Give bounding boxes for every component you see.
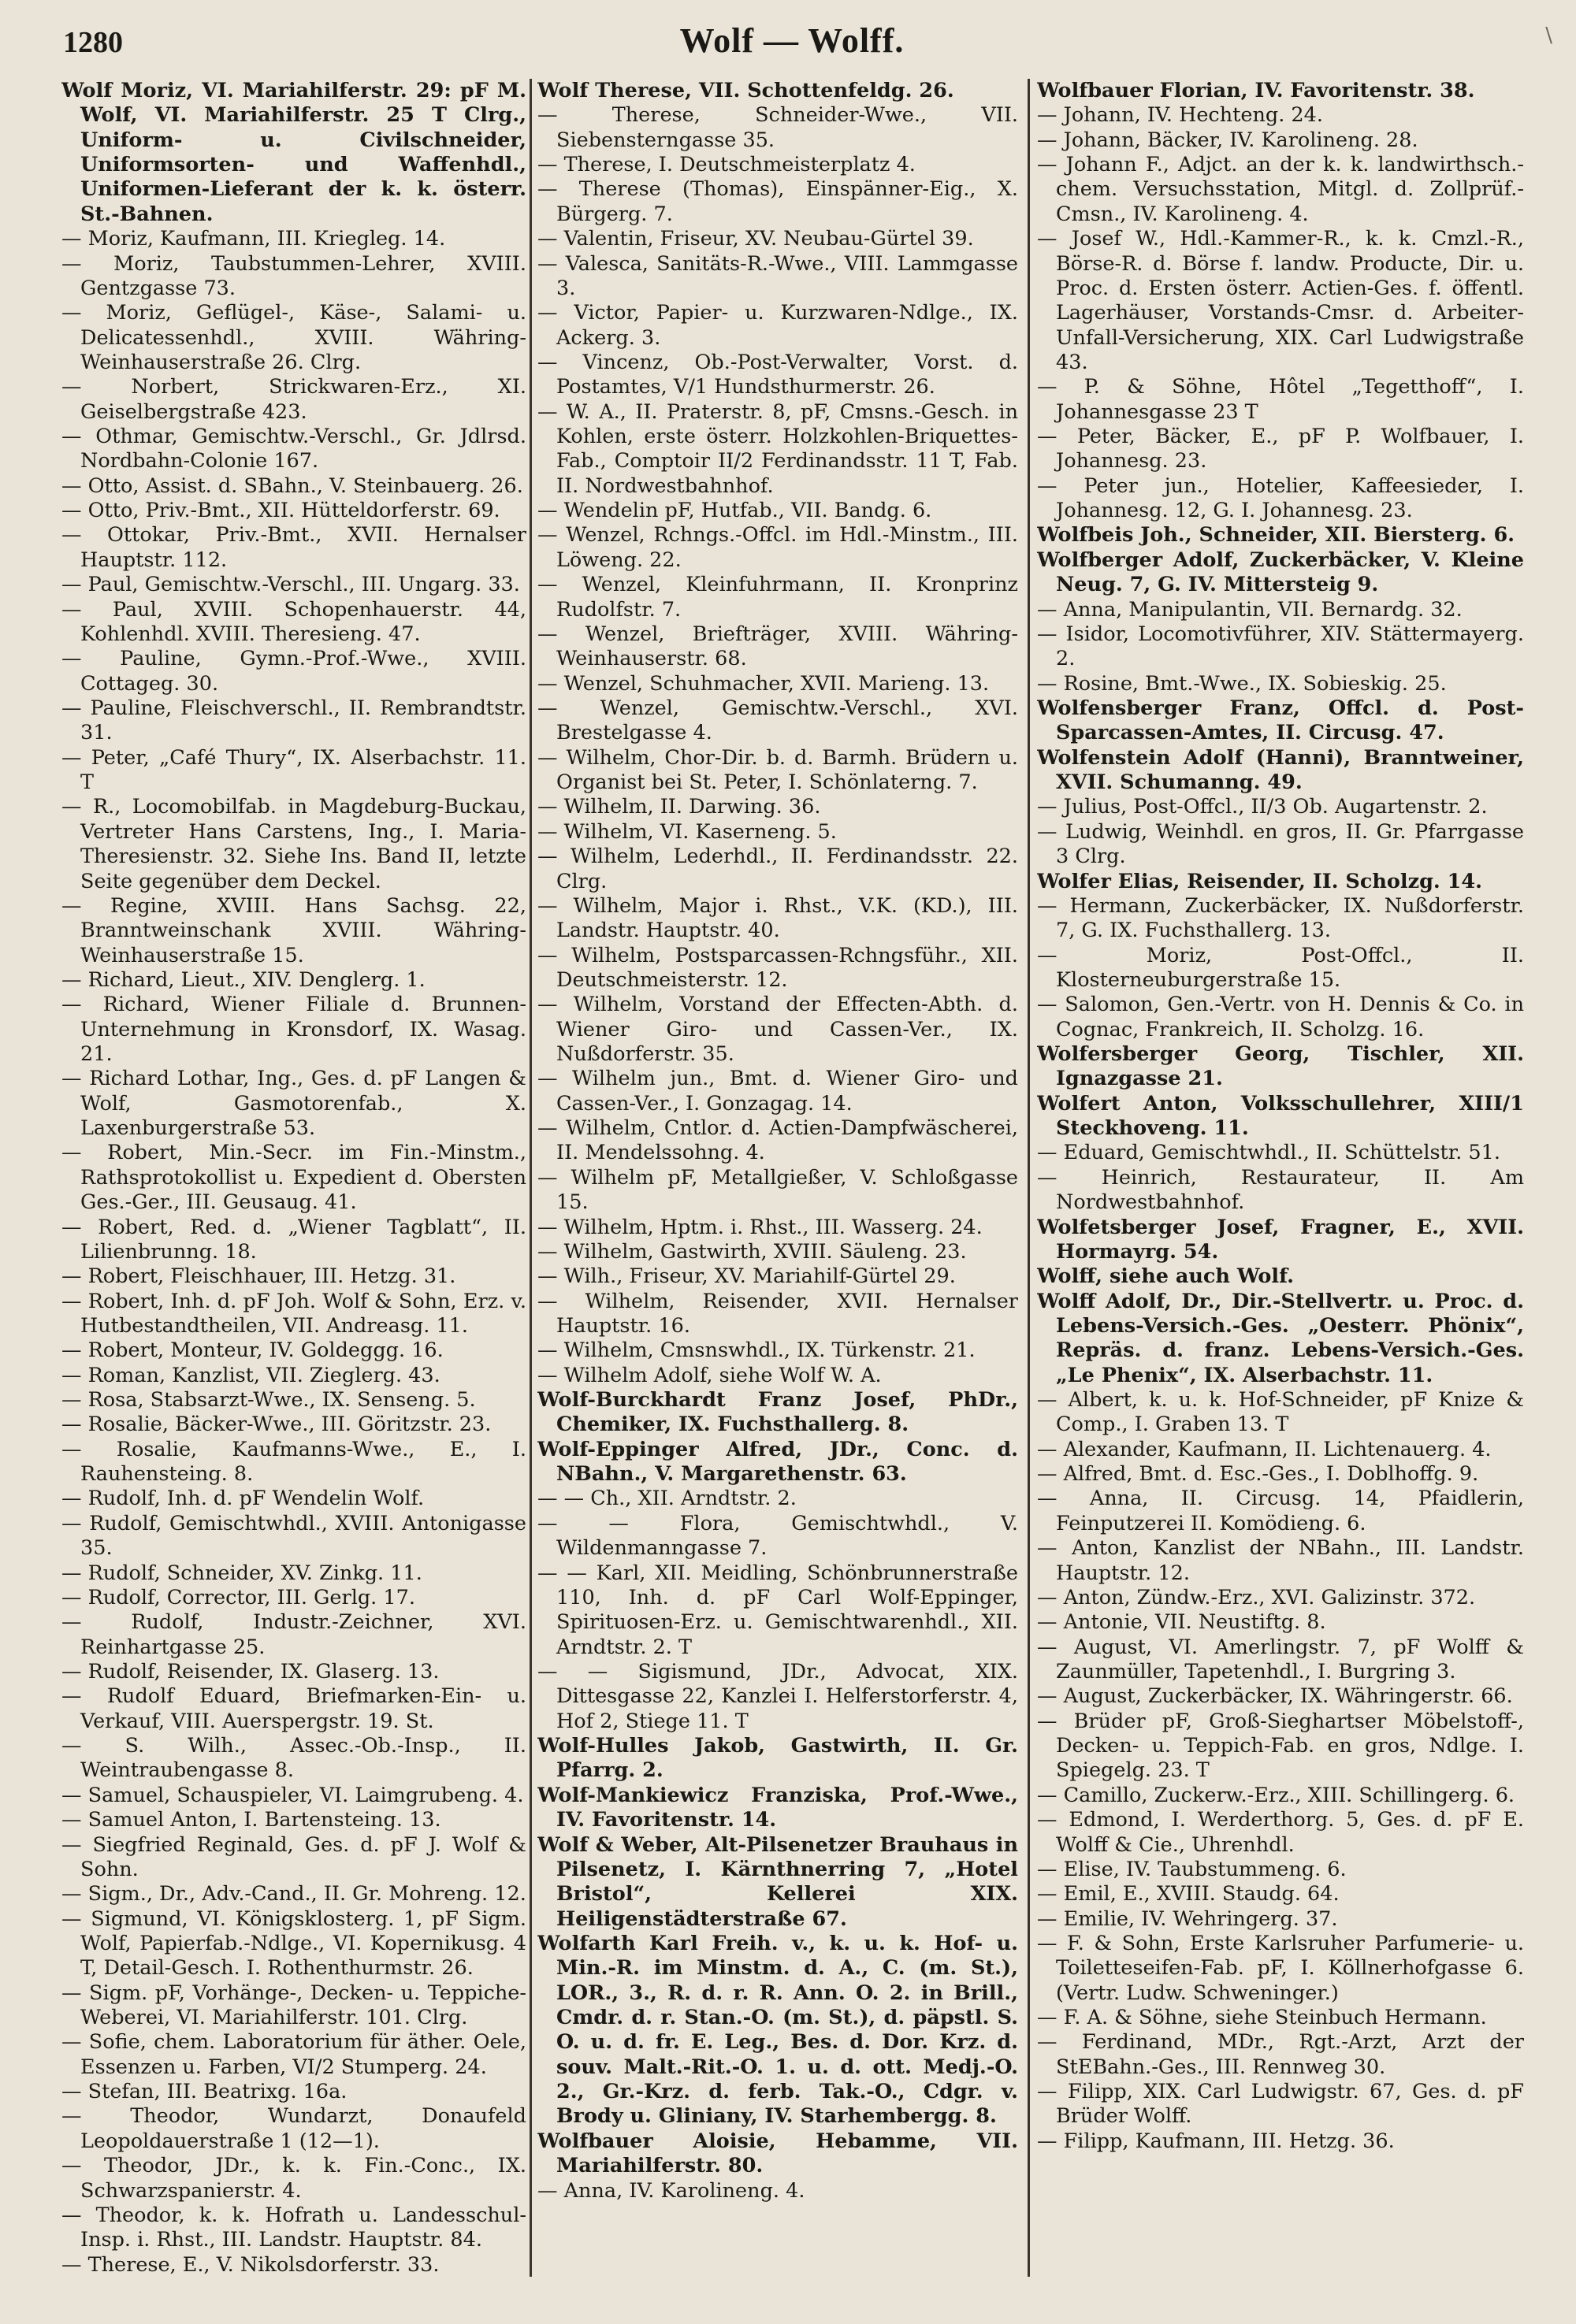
- directory-entry: — Theodor, JDr., k. k. Fin.-Conc., IX. Schwarzspanierstr. 4.: [61, 2154, 526, 2203]
- directory-entry: — Wilhelm, Chor-Dir. b. d. Barmh. Brüdern u. Organist bei St. Peter, I. Schönlaterng. 7.: [537, 745, 1018, 795]
- directory-entry: — Alfred, Bmt. d. Esc.-Ges., I. Doblhoffg. 9.: [1037, 1462, 1479, 1487]
- directory-entry: — Rosalie, Kaufmanns-Wwe., E., I. Rauhensteing. 8.: [61, 1437, 526, 1487]
- running-head: Wolf — Wolff.: [679, 21, 905, 60]
- directory-entry: Wolfenstein Adolf (Hanni), Branntweiner, XVII. Schumanng. 49.: [1037, 745, 1524, 795]
- directory-entry: — Wilhelm, Major i. Rhst., V.K. (KD.), III. Landstr. Hauptstr. 40.: [537, 893, 1018, 943]
- directory-entry: Wolf Moriz, VI. Mariahilferstr. 29: pF M. Wolf, VI. Mariahilferstr. 25 T Clrg., Uniform- u. Civilschneider, Uniformsorten- und Waffenhdl., Uniformen-Lieferant der k. k. österr. St.-Bahnen.: [61, 79, 526, 226]
- directory-entry: — Wilhelm jun., Bmt. d. Wiener Giro- und Cassen-Ver., I. Gonzagag. 14.: [537, 1067, 1018, 1116]
- directory-entry: — W. A., II. Praterstr. 8, pF, Cmsns.-Gesch. in Kohlen, erste österr. Holzkohlen-Briquettes-Fab., Comptoir II/2 Ferdinandsstr. 11 T, Fab. II. Nordwestbahnhof.: [537, 399, 1018, 498]
- directory-entry: — Therese, I. Deutschmeisterplatz 4.: [537, 153, 916, 177]
- directory-entry: — Wilhelm, Cntlor. d. Actien-Dampfwäscherei, II. Mendelssohng. 4.: [537, 1116, 1018, 1165]
- column-3: [1037, 79, 1524, 2285]
- directory-entry: — Emilie, IV. Wehringerg. 37.: [1037, 1906, 1338, 1931]
- directory-entry: — Elise, IV. Taubstummeng. 6.: [1037, 1857, 1347, 1881]
- directory-entry: — Anna, Manipulantin, VII. Bernardg. 32.: [1037, 597, 1463, 622]
- directory-entry: — Vincenz, Ob.-Post-Verwalter, Vorst. d. Postamtes, V/1 Hundsthurmerstr. 26.: [537, 350, 1018, 399]
- directory-entry: — Ottokar, Priv.-Bmt., XVII. Hernalser Hauptstr. 112.: [61, 523, 526, 572]
- directory-entry: — Anton, Kanzlist der NBahn., III. Landstr. Hauptstr. 12.: [1037, 1536, 1524, 1585]
- directory-entry: — Rudolf Eduard, Briefmarken-Ein- u. Verkauf, VIII. Auerspergstr. 19. St.: [61, 1684, 526, 1733]
- directory-entry: — Wilhelm, II. Darwing. 36.: [537, 795, 821, 819]
- directory-entry: — Johann F., Adjct. an der k. k. landwirthsch.-chem. Versuchsstation, Mitgl. d. Zollprüf.-Cmsn., IV. Karolineng. 4.: [1037, 153, 1524, 226]
- directory-entry: — Wenzel, Rchngs.-Offcl. im Hdl.-Minstm., III. Löweng. 22.: [537, 523, 1018, 572]
- directory-entry: — Peter, „Café Thury“, IX. Alserbachstr. 11. T: [61, 745, 526, 795]
- directory-entry: Wolff Adolf, Dr., Dir.-Stellvertr. u. Proc. d. Lebens-Versich.-Ges. „Oesterr. Phönix“, Repräs. d. franz. Lebens-Versich.-Ges. „Le Phenix“, IX. Alserbachstr. 11.: [1037, 1289, 1524, 1387]
- directory-entry: — Roman, Kanzlist, VII. Zieglerg. 43.: [61, 1363, 440, 1387]
- directory-entry: — Therese, Schneider-Wwe., VII. Siebensterngasse 35.: [537, 103, 1018, 152]
- directory-entry: Wolfetsberger Josef, Fragner, E., XVII. Hormayrg. 54.: [1037, 1215, 1524, 1264]
- directory-entry: — Rudolf, Corrector, III. Gerlg. 17.: [61, 1585, 415, 1609]
- directory-entry: — Robert, Red. d. „Wiener Tagblatt“, II. Lilienbrunng. 18.: [61, 1215, 526, 1264]
- directory-entry: — Ludwig, Weinhdl. en gros, II. Gr. Pfarrgasse 3 Clrg.: [1037, 819, 1524, 869]
- directory-entry: — Wilhelm, Hptm. i. Rhst., III. Wasserg. 24.: [537, 1215, 983, 1239]
- directory-entry: Wolf-Hulles Jakob, Gastwirth, II. Gr. Pfarrg. 2.: [537, 1734, 1018, 1783]
- directory-entry: — Robert, Inh. d. pF Joh. Wolf & Sohn, Erz. v. Hutbestandtheilen, VII. Andreasg. 11.: [61, 1289, 526, 1338]
- corner-mark: \: [1545, 24, 1552, 47]
- directory-entry: — Othmar, Gemischtw.-Verschl., Gr. Jdlrsd. Nordbahn-Colonie 167.: [61, 425, 526, 473]
- directory-entry: — Valentin, Friseur, XV. Neubau-Gürtel 39.: [537, 227, 974, 251]
- directory-entry: — Heinrich, Restaurateur, II. Am Nordwestbahnhof.: [1037, 1165, 1524, 1215]
- directory-entry: — Salomon, Gen.-Vertr. von H. Dennis & Co. in Cognac, Frankreich, II. Scholzg. 16.: [1037, 993, 1524, 1041]
- directory-entry: — Pauline, Gymn.-Prof.-Wwe., XVIII. Cottageg. 30.: [61, 647, 526, 696]
- directory-entry: Wolff, siehe auch Wolf.: [1037, 1264, 1295, 1289]
- directory-entry: — Alexander, Kaufmann, II. Lichtenauerg. 4.: [1037, 1437, 1492, 1461]
- directory-entry: — — Ch., XII. Arndtstr. 2.: [537, 1487, 797, 1511]
- directory-entry: Wolf-Mankiewicz Franziska, Prof.-Wwe., IV. Favoritenstr. 14.: [537, 1783, 1018, 1832]
- directory-entry: — Wendelin pF, Hutfab., VII. Bandg. 6.: [537, 499, 932, 523]
- directory-entry: — Therese (Thomas), Einspänner-Eig., X. Bürgerg. 7.: [537, 177, 1018, 226]
- directory-entry: — Wenzel, Gemischtw.-Verschl., XVI. Brestelgasse 4.: [537, 696, 1018, 745]
- directory-entry: — Wilhelm Adolf, siehe Wolf W. A.: [537, 1363, 882, 1387]
- directory-entry: — August, VI. Amerlingstr. 7, pF Wolff & Zaunmüller, Tapetenhdl., I. Burgring 3.: [1037, 1635, 1524, 1684]
- directory-entry: Wolf & Weber, Alt-Pilsenetzer Brauhaus in Pilsenetz, I. Kärnthnerring 7, „Hotel Bristol“, Kellerei XIX. Heiligenstädterstraße 67.: [537, 1832, 1018, 1931]
- directory-entry: — Rosa, Stabsarzt-Wwe., IX. Senseng. 5.: [61, 1388, 476, 1413]
- directory-entry: — Robert, Monteur, IV. Goldeggg. 16.: [61, 1338, 444, 1363]
- directory-entry: — — Flora, Gemischtwhdl., V. Wildenmanngasse 7.: [537, 1511, 1018, 1561]
- directory-entry: — Wilhelm, Cmsnswhdl., IX. Türkenstr. 21.: [537, 1338, 976, 1363]
- directory-entry: — Paul, Gemischtw.-Verschl., III. Ungarg. 33.: [61, 573, 520, 597]
- directory-columns: [61, 79, 1524, 2285]
- directory-entry: — Anna, IV. Karolineng. 4.: [537, 2178, 805, 2203]
- directory-entry: — Sigmund, VI. Königsklosterg. 1, pF Sigm. Wolf, Papierfab.-Ndlge., VI. Kopernikusg. 4 T, Detail-Gesch. I. Rothenthurmstr. 26.: [61, 1906, 526, 1981]
- directory-entry: — Wilhelm, Lederhdl., II. Ferdinandsstr. 22. Clrg.: [537, 845, 1018, 893]
- directory-entry: — Samuel Anton, I. Bartensteing. 13.: [61, 1808, 441, 1832]
- directory-entry: — Peter, Bäcker, E., pF P. Wolfbauer, I. Johannesg. 23.: [1037, 425, 1524, 473]
- directory-entry: — Wenzel, Kleinfuhrmann, II. Kronprinz Rudolfstr. 7.: [537, 573, 1018, 622]
- directory-entry: — Stefan, III. Beatrixg. 16a.: [61, 2080, 348, 2104]
- directory-entry: — Moriz, Post-Offcl., II. Klosterneuburgerstraße 15.: [1037, 943, 1524, 992]
- directory-entry: — P. & Söhne, Hôtel „Tegetthoff“, I. Johannesgasse 23 T: [1037, 375, 1524, 424]
- directory-entry: Wolfert Anton, Volksschullehrer, XIII/1 Steckhoveng. 11.: [1037, 1091, 1524, 1141]
- directory-entry: — Paul, XVIII. Schopenhauerstr. 44, Kohlenhdl. XVIII. Theresieng. 47.: [61, 597, 526, 646]
- directory-entry: — Robert, Min.-Secr. im Fin.-Minstm., Rathsprotokollist u. Expedient d. Obersten Ges.-Ger., III. Geusaug. 41.: [61, 1141, 526, 1215]
- directory-entry: — Wilhelm pF, Metallgießer, V. Schloßgasse 15.: [537, 1165, 1018, 1215]
- directory-entry: — Isidor, Locomotivführer, XIV. Stättermayerg. 2.: [1037, 622, 1524, 671]
- directory-entry: — Pauline, Fleischverschl., II. Rembrandtstr. 31.: [61, 696, 526, 745]
- directory-entry: — Richard Lothar, Ing., Ges. d. pF Langen & Wolf, Gasmotorenfab., X. Laxenburgerstraße 53.: [61, 1067, 526, 1141]
- directory-entry: Wolfberger Adolf, Zuckerbäcker, V. Kleine Neug. 7, G. IV. Mittersteig 9.: [1037, 548, 1524, 597]
- directory-entry: — Sigm. pF, Vorhänge-, Decken- u. Teppiche-Weberei, VI. Mariahilferstr. 101. Clrg.: [61, 1981, 526, 2030]
- directory-entry: — Theodor, k. k. Hofrath u. Landesschul-Insp. i. Rhst., III. Landstr. Hauptstr. 84.: [61, 2203, 526, 2252]
- directory-entry: — Anna, II. Circusg. 14, Pfaidlerin, Feinputzerei II. Komödieng. 6.: [1037, 1487, 1524, 1535]
- directory-entry: — R., Locomobilfab. in Magdeburg-Buckau, Vertreter Hans Carstens, Ing., I. Maria-Theresienstr. 32. Siehe Ins. Band II, letzte Seite gegenüber dem Deckel.: [61, 795, 526, 893]
- directory-entry: Wolfbauer Aloisie, Hebamme, VII. Mariahilferstr. 80.: [537, 2129, 1018, 2178]
- directory-entry: — Brüder pF, Groß-Sieghartser Möbelstoff-, Decken- u. Teppich-Fab. en gros, Ndlge. I. Spiegelg. 23. T: [1037, 1709, 1524, 1783]
- page-header: [63, 20, 1552, 68]
- directory-entry: — Moriz, Geflügel-, Käse-, Salami- u. Delicatessenhdl., XVIII. Währing-Weinhauserstraße 26. Clrg.: [61, 301, 526, 374]
- directory-entry: — Richard, Lieut., XIV. Denglerg. 1.: [61, 967, 426, 992]
- directory-entry: Wolf-Eppinger Alfred, JDr., Conc. d. NBahn., V. Margarethenstr. 63.: [537, 1437, 1018, 1487]
- directory-entry: — Wilhelm, Gastwirth, XVIII. Säuleng. 23.: [537, 1239, 967, 1264]
- directory-entry: Wolfbeis Joh., Schneider, XII. Biersterg. 6.: [1037, 523, 1515, 548]
- directory-entry: — F. A. & Söhne, siehe Steinbuch Hermann.: [1037, 2006, 1487, 2030]
- directory-entry: — Theodor, Wundarzt, Donaufeld Leopoldauerstraße 1 (12—1).: [61, 2104, 526, 2153]
- directory-entry: — Rudolf, Schneider, XV. Zinkg. 11.: [61, 1561, 422, 1585]
- directory-entry: — Otto, Assist. d. SBahn., V. Steinbauerg. 26.: [61, 473, 523, 498]
- directory-entry: — Emil, E., XVIII. Staudg. 64.: [1037, 1882, 1340, 1906]
- directory-entry: — Eduard, Gemischtwhdl., II. Schüttelstr. 51.: [1037, 1141, 1500, 1165]
- directory-entry: — Sofie, chem. Laboratorium für äther. Oele, Essenzen u. Farben, VI/2 Stumperg. 24.: [61, 2030, 526, 2079]
- directory-entry: Wolfersberger Georg, Tischler, XII. Ignazgasse 21.: [1037, 1042, 1524, 1091]
- directory-entry: — Julius, Post-Offcl., II/3 Ob. Augartenstr. 2.: [1037, 795, 1488, 819]
- directory-entry: — Otto, Priv.-Bmt., XII. Hütteldorferstr. 69.: [61, 499, 500, 523]
- directory-entry: — Rudolf, Reisender, IX. Glaserg. 13.: [61, 1660, 440, 1684]
- directory-entry: — Filipp, XIX. Carl Ludwigstr. 67, Ges. d. pF Brüder Wolff.: [1037, 2080, 1524, 2129]
- directory-entry: Wolfensberger Franz, Offcl. d. Post-Sparcassen-Amtes, II. Circusg. 47.: [1037, 696, 1524, 745]
- directory-entry: — Sigm., Dr., Adv.-Cand., II. Gr. Mohreng. 12.: [61, 1882, 526, 1906]
- directory-entry: — Antonie, VII. Neustiftg. 8.: [1037, 1610, 1326, 1635]
- directory-entry: Wolfer Elias, Reisender, II. Scholzg. 14.: [1037, 869, 1483, 893]
- directory-entry: — Regine, XVIII. Hans Sachsg. 22, Branntweinschank XVIII. Währing-Weinhauserstraße 15.: [61, 893, 526, 967]
- directory-entry: — Wilhelm, Postsparcassen-Rchngsführ., XII. Deutschmeisterstr. 12.: [537, 943, 1018, 992]
- directory-entry: Wolfarth Karl Freih. v., k. u. k. Hof- u. Min.-R. im Minstm. d. A., C. (m. St.), LOR., 3., R. d. r. R. Ann. O. 2. in Brill., Cmdr. d. r. Stan.-O. (m. St.), d. päpstl. S. O. u. d. fr. E. Leg., Bes. d. Dor. Krz. d. souv. Malt.-Rit.-O. 1. u. d. ott. Medj.-O. 2., Gr.-Krz. d. ferb. Tak.-O., Cdgr. v. Brody u. Gliniany, IV. Starhembergg. 8.: [537, 1931, 1018, 2129]
- directory-entry: — Hermann, Zuckerbäcker, IX. Nußdorferstr. 7, G. IX. Fuchsthallerg. 13.: [1037, 893, 1524, 943]
- directory-entry: — Rudolf, Industr.-Zeichner, XVI. Reinhartgasse 25.: [61, 1610, 526, 1659]
- column-2: [537, 79, 1018, 2285]
- directory-entry: — Wilhelm, VI. Kaserneng. 5.: [537, 819, 837, 844]
- directory-entry: — Johann, Bäcker, IV. Karolineng. 28.: [1037, 128, 1418, 152]
- directory-entry: Wolf Therese, VII. Schottenfeldg. 26.: [537, 79, 954, 102]
- directory-entry: — Moriz, Kaufmann, III. Kriegleg. 14.: [61, 227, 446, 251]
- directory-entry: — Ferdinand, MDr., Rgt.-Arzt, Arzt der StEBahn.-Ges., III. Rennweg 30.: [1037, 2030, 1524, 2079]
- directory-entry: — Rudolf, Inh. d. pF Wendelin Wolf.: [61, 1487, 425, 1511]
- directory-entry: — Wilhelm, Reisender, XVII. Hernalser Hauptstr. 16.: [537, 1289, 1018, 1338]
- directory-entry: — Robert, Fleischhauer, III. Hetzg. 31.: [61, 1264, 456, 1289]
- directory-entry: — Albert, k. u. k. Hof-Schneider, pF Knize & Comp., I. Graben 13. T: [1037, 1388, 1524, 1437]
- directory-entry: — Johann, IV. Hechteng. 24.: [1037, 103, 1323, 128]
- directory-entry: — Wilh., Friseur, XV. Mariahilf-Gürtel 29.: [537, 1264, 956, 1289]
- page-number: 1280: [63, 26, 123, 59]
- directory-entry: — — Karl, XII. Meidling, Schönbrunnerstraße 110, Inh. d. pF Carl Wolf-Eppinger, Spirituosen-Erz. u. Gemischtwarenhdl., XII. Arndtstr. 2. T: [537, 1561, 1018, 1659]
- directory-entry: — Richard, Wiener Filiale d. Brunnen-Unternehmung in Kronsdorf, IX. Wasag. 21.: [61, 993, 526, 1067]
- directory-entry: — Valesca, Sanitäts-R.-Wwe., VIII. Lammgasse 3.: [537, 251, 1018, 300]
- directory-entry: Wolf-Burckhardt Franz Josef, PhDr., Chemiker, IX. Fuchsthallerg. 8.: [537, 1388, 1018, 1437]
- directory-entry: — Norbert, Strickwaren-Erz., XI. Geiselbergstraße 423.: [61, 375, 526, 424]
- directory-entry: — Victor, Papier- u. Kurzwaren-Ndlge., IX. Ackerg. 3.: [537, 301, 1018, 350]
- directory-entry: — S. Wilh., Assec.-Ob.-Insp., II. Weintraubengasse 8.: [61, 1734, 526, 1783]
- directory-entry: — Wenzel, Schuhmacher, XVII. Marieng. 13.: [537, 671, 990, 696]
- column-1: [61, 79, 526, 2285]
- directory-entry: Wolfbauer Florian, IV. Favoritenstr. 38.: [1037, 79, 1475, 102]
- directory-entry: — Josef W., Hdl.-Kammer-R., k. k. Cmzl.-R., Börse-R. d. Börse f. landw. Producte, Dir. u. Proc. d. Ersten österr. Actien-Ges. f. öffentl. Lagerhäuser, Vorstands-Cmsr. d. Arbeiter-Unfall-Versicherung, XIX. Carl Ludwigstraße 43.: [1037, 227, 1524, 374]
- directory-entry: — F. & Sohn, Erste Karlsruher Parfumerie- u. Toiletteseifen-Fab. pF, I. Köllnerhofgasse 6. (Vertr. Ludw. Schweninger.): [1037, 1931, 1524, 2005]
- directory-entry: — Wenzel, Briefträger, XVIII. Währing-Weinhauserstr. 68.: [537, 622, 1018, 671]
- directory-entry: — Moriz, Taubstummen-Lehrer, XVIII. Gentzgasse 73.: [61, 251, 526, 300]
- directory-entry: — — Sigismund, JDr., Advocat, XIX. Dittesgasse 22, Kanzlei I. Helferstorferstr. 4, Hof 2, Stiege 11. T: [537, 1660, 1018, 1733]
- directory-entry: — Rosine, Bmt.-Wwe., IX. Sobieskig. 25.: [1037, 671, 1447, 696]
- directory-entry: — Filipp, Kaufmann, III. Hetzg. 36.: [1037, 2129, 1395, 2153]
- directory-entry: — Samuel, Schauspieler, VI. Laimgrubeng. 4.: [61, 1783, 524, 1807]
- directory-entry: — Rudolf, Gemischtwhdl., XVIII. Antonigasse 35.: [61, 1511, 526, 1561]
- directory-entry: — Edmond, I. Werderthorg. 5, Ges. d. pF E. Wolff & Cie., Uhrenhdl.: [1037, 1808, 1524, 1857]
- directory-entry: — Siegfried Reginald, Ges. d. pF J. Wolf & Sohn.: [61, 1832, 526, 1881]
- directory-entry: — Rosalie, Bäcker-Wwe., III. Göritzstr. 23.: [61, 1413, 492, 1437]
- directory-entry: — August, Zuckerbäcker, IX. Währingerstr. 66.: [1037, 1684, 1513, 1709]
- directory-entry: — Peter jun., Hotelier, Kaffeesieder, I. Johannesg. 12, G. I. Johannesg. 23.: [1037, 473, 1524, 523]
- directory-entry: — Therese, E., V. Nikolsdorferstr. 33.: [61, 2252, 440, 2277]
- directory-entry: — Wilhelm, Vorstand der Effecten-Abth. d. Wiener Giro- und Cassen-Ver., IX. Nußdorferstr. 35.: [537, 993, 1018, 1067]
- directory-entry: — Camillo, Zuckerw.-Erz., XIII. Schillingerg. 6.: [1037, 1783, 1515, 1807]
- directory-entry: — Anton, Zündw.-Erz., XVI. Galizinstr. 372.: [1037, 1585, 1476, 1609]
